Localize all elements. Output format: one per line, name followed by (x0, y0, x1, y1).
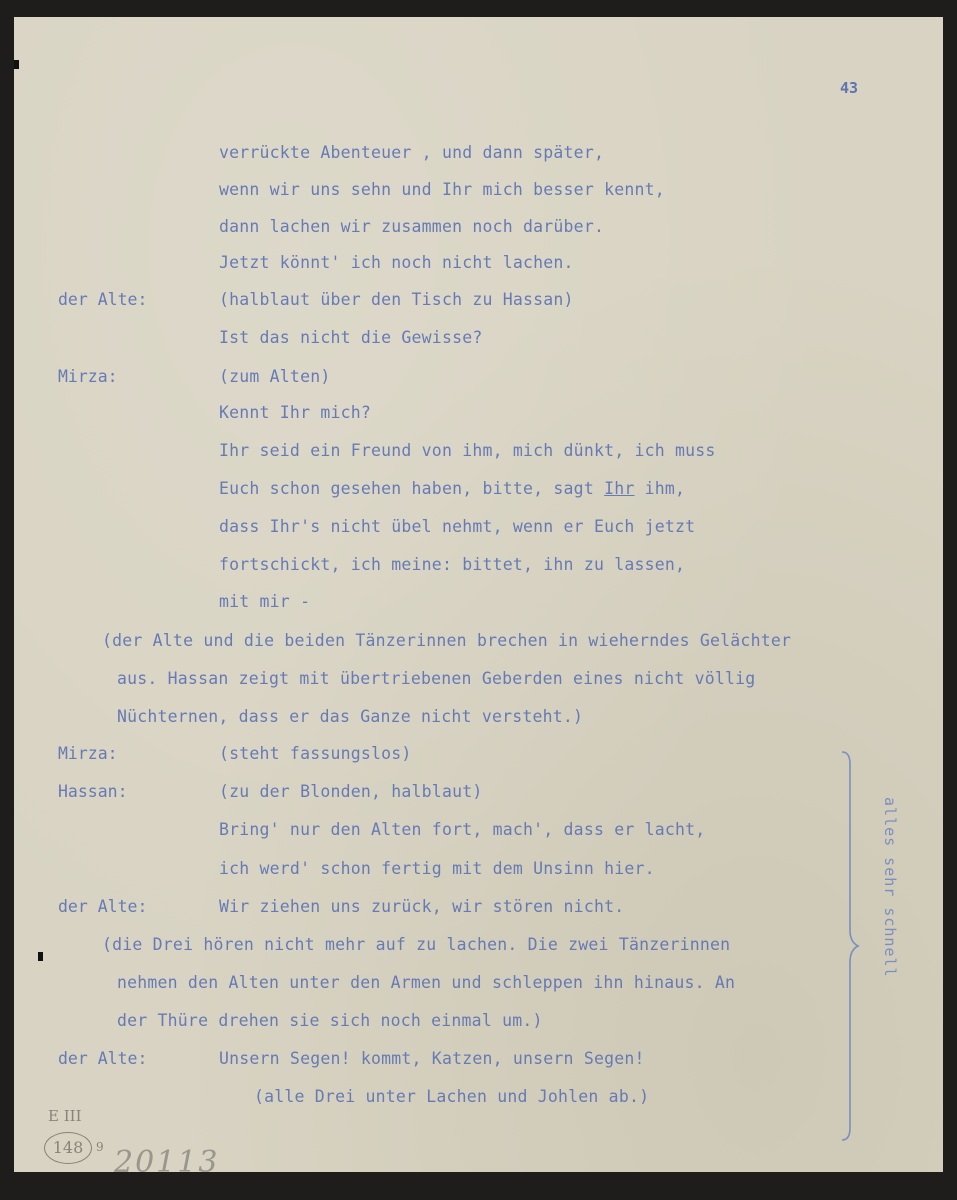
punch-mark (14, 60, 19, 69)
speaker-label: der Alte: (58, 897, 148, 916)
stage-direction-line: der Thüre drehen sie sich noch einmal um.) (117, 1011, 543, 1030)
text-line: Ihr seid ein Freund von ihm, mich dünkt, ich muss (219, 441, 716, 460)
speaker-label: Mirza: (58, 367, 118, 386)
margin-note: alles sehr schnell (881, 797, 899, 978)
text-line: (zu der Blonden, halblaut) (219, 782, 483, 801)
speaker-label: der Alte: (58, 1049, 148, 1068)
text-line: Jetzt könnt' ich noch nicht lachen. (219, 253, 574, 272)
punch-mark (38, 952, 43, 961)
text-segment: ihm, (634, 479, 686, 498)
text-line: wenn wir uns sehn und Ihr mich besser kennt, (219, 180, 665, 199)
archive-sub: 9 (96, 1140, 104, 1154)
margin-bracket (840, 750, 870, 1142)
text-line: Wir ziehen uns zurück, wir stören nicht. (219, 897, 625, 916)
text-line: Ist das nicht die Gewisse? (219, 328, 483, 347)
archive-number: 148 (44, 1132, 92, 1164)
text-line: Kennt Ihr mich? (219, 403, 372, 422)
stage-direction-line: Nüchternen, dass er das Ganze nicht versteht.) (117, 707, 584, 726)
stage-direction-line: (alle Drei unter Lachen und Johlen ab.) (254, 1087, 650, 1106)
text-line: Bring' nur den Alten fort, mach', dass er lacht, (219, 820, 706, 839)
stage-direction-line: nehmen den Alten unter den Armen und schleppen ihn hinaus. An (117, 973, 736, 992)
manuscript-page (14, 17, 943, 1180)
page-number: 43 (840, 79, 859, 97)
speaker-label: Mirza: (58, 744, 118, 763)
text-line: dass Ihr's nicht übel nehmt, wenn er Euch jetzt (219, 517, 696, 536)
text-line: Unsern Segen! kommt, Katzen, unsern Segen! (219, 1049, 645, 1068)
speaker-label: Hassan: (58, 782, 128, 801)
speaker-label: der Alte: (58, 290, 148, 309)
text-line: dann lachen wir zusammen noch darüber. (219, 217, 605, 236)
text-line: fortschickt, ich meine: bittet, ihn zu lassen, (219, 555, 686, 574)
text-line: (zum Alten) (219, 367, 331, 386)
text-line: (halblaut über den Tisch zu Hassan) (219, 290, 574, 309)
text-line (219, 479, 685, 498)
underlined-word: Ihr (604, 479, 635, 498)
stage-direction-line: aus. Hassan zeigt mit übertriebenen Geberden eines nicht völlig (117, 669, 756, 688)
text-segment: Euch schon gesehen haben, bitte, sagt (219, 479, 605, 498)
archive-mark: E III (48, 1107, 82, 1125)
text-line: verrückte Abenteuer , und dann später, (219, 143, 605, 162)
stage-direction-line: (der Alte und die beiden Tänzerinnen brechen in wieherndes Gelächter (102, 631, 792, 650)
pencil-number: 20113 (114, 1145, 220, 1180)
stage-direction-line: (die Drei hören nicht mehr auf zu lachen. Die zwei Tänzerinnen (102, 935, 731, 954)
text-line: (steht fassungslos) (219, 744, 412, 763)
text-line: ich werd' schon fertig mit dem Unsinn hier. (219, 859, 655, 878)
text-line: mit mir - (219, 592, 311, 611)
